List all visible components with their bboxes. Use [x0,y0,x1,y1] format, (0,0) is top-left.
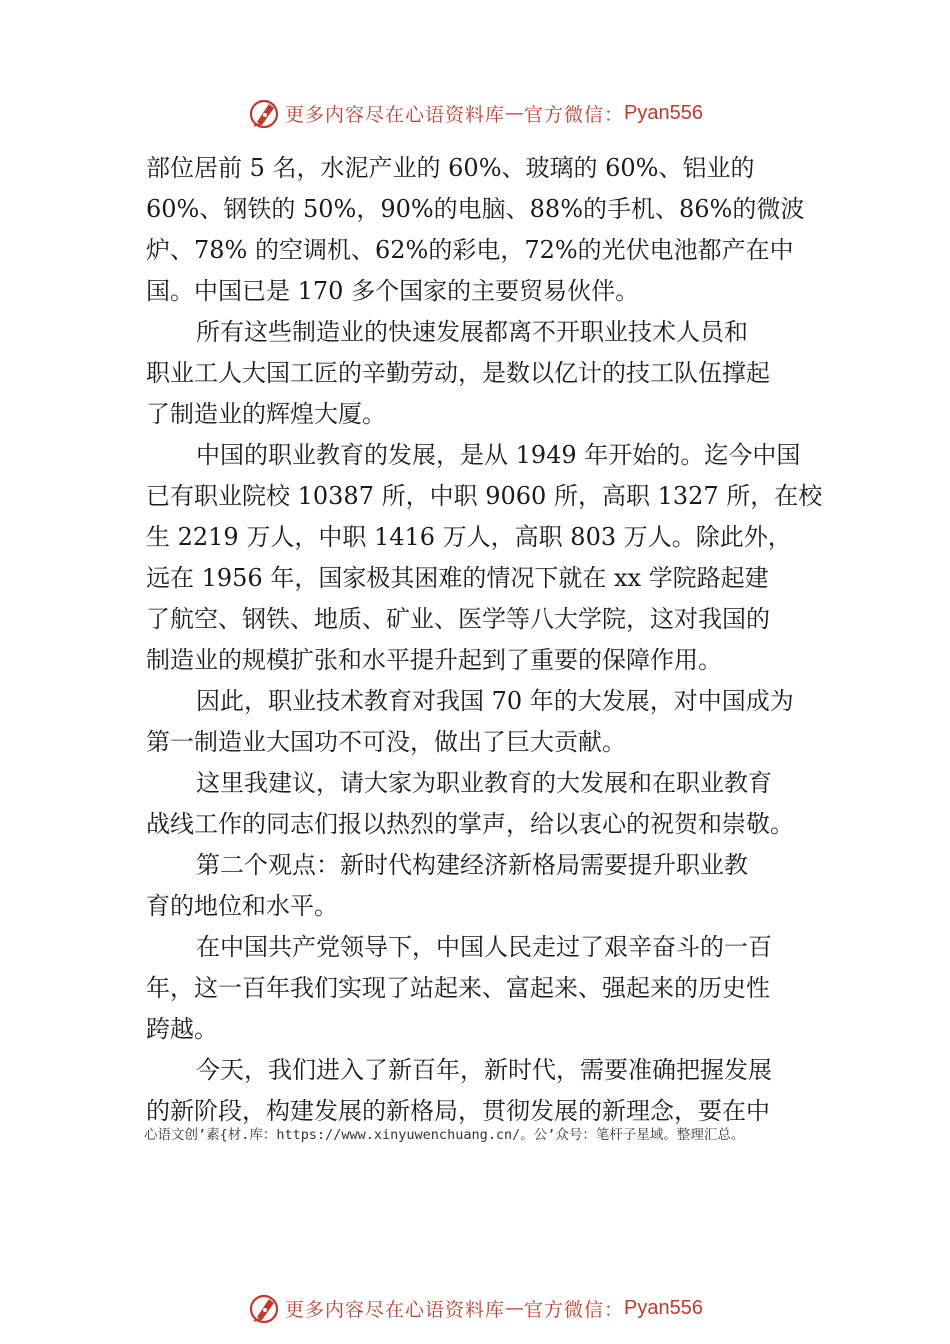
header-separator: — [505,102,525,124]
body-line: 生 2219 万人，中职 1416 万人，高职 803 万人。除此外， [146,523,792,551]
body-line: 战线工作的同志们报以热烈的掌声，给以衷心的祝贺和崇敬。 [146,810,794,838]
body-line: 所有这些制造业的快速发展都离不开职业技术人员和 [196,318,748,346]
body-line: 因此，职业技术教育对我国 70 年的大发展，对中国成为 [196,687,794,715]
body-line: 制造业的规模扩张和水平提升起到了重要的保障作用。 [146,646,722,674]
page-header [0,93,950,133]
page-footer-header [0,1288,950,1328]
body-line: 中国的职业教育的发展，是从 1949 年开始的。迄今中国 [196,441,801,469]
body-line: 了制造业的辉煌大厦。 [146,400,386,428]
document-body [146,148,823,1132]
body-line: 已有职业院校 10387 所，中职 9060 所，高职 1327 所，在校 [146,482,823,510]
footer-header-title: 更多内容尽在心语资料库 [285,1298,506,1321]
pen-nib-icon [247,96,281,130]
body-line: 60%、钢铁的 50%，90%的电脑、88%的手机、86%的微波 [146,195,805,223]
body-line: 职业工人大国工匠的辛勤劳动，是数以亿计的技工队伍撑起 [146,359,770,387]
pen-nib-icon [247,1291,281,1325]
body-line: 第二个观点：新时代构建经济新格局需要提升职业教 [196,851,748,879]
body-line: 跨越。 [146,1015,218,1043]
body-line: 年，这一百年我们实现了站起来、富起来、强起来的历史性 [146,974,770,1002]
body-line: 今天，我们进入了新百年，新时代，需要准确把握发展 [196,1056,772,1084]
header-wechat-id: Pyan556 [624,101,703,124]
body-line: 育的地位和水平。 [146,892,338,920]
header-title: 更多内容尽在心语资料库 [285,103,506,126]
body-line: 了航空、钢铁、地质、矿业、医学等八大学院，这对我国的 [146,605,770,633]
footer-header-wechat-label: 官方微信： [524,1298,625,1321]
body-line: 的新阶段，构建发展的新格局，贯彻发展的新理念，要在中 [146,1097,770,1125]
body-line: 在中国共产党领导下，中国人民走过了艰辛奋斗的一百 [196,933,772,961]
body-line: 这里我建议，请大家为职业教育的大发展和在职业教育 [196,769,772,797]
source-note: 心语文创’素{材.库：https://www.xinyuwenchuang.cn/。公’众号：笔杆子星域。整理汇总。 [144,1127,745,1143]
body-line: 国。中国已是 170 多个国家的主要贸易伙伴。 [146,277,640,305]
footer-header-wechat-id: Pyan556 [624,1296,703,1319]
body-line: 远在 1956 年，国家极其困难的情况下就在 xx 学院路起建 [146,564,769,592]
header-wechat-label: 官方微信： [524,103,625,126]
body-line: 部位居前 5 名，水泥产业的 60%、玻璃的 60%、铝业的 [146,154,755,182]
body-line: 炉、78% 的空调机、62%的彩电，72%的光伏电池都产在中 [146,236,794,264]
body-line: 第一制造业大国功不可没，做出了巨大贡献。 [146,728,626,756]
footer-header-separator: — [505,1297,525,1319]
